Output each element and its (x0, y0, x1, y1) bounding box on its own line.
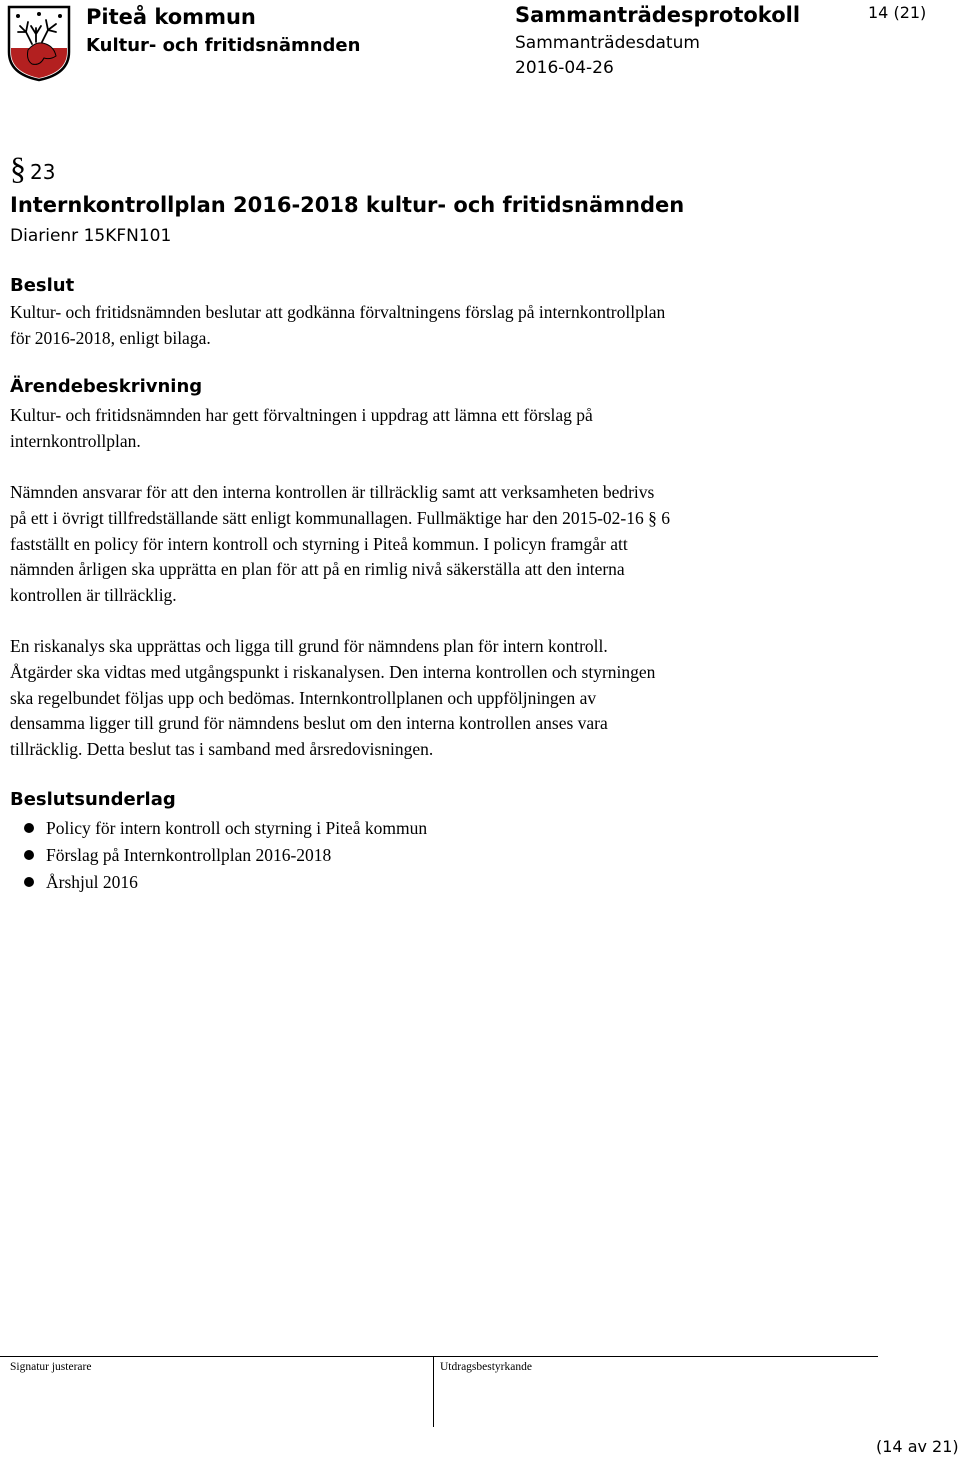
text-line: kontrollen är tillräcklig. (10, 585, 177, 606)
bullet-icon (24, 823, 34, 833)
list-item (24, 815, 427, 842)
text-line: En riskanalys ska upprättas och ligga till grund för nämndens plan för intern kontroll. (10, 636, 608, 656)
board-name: Kultur- och fritidsnämnden (86, 35, 361, 56)
paragraph-sign: § (10, 150, 26, 186)
meeting-date-label: Sammanträdesdatum (515, 33, 700, 53)
page-title: Internkontrollplan 2016-2018 kultur- och fritidsnämnden (10, 193, 685, 217)
list-item-text: Årshjul 2016 (46, 872, 138, 892)
extract-certification-label: Utdragsbestyrkande (440, 1361, 532, 1373)
list-item (24, 869, 427, 896)
text-line: ska regelbundet följas upp och bedömas. Internkontrollplanen och uppföljningen av (10, 687, 597, 708)
text-line: nämnden årligen ska upprätta en plan för att på en rimlig nivå säkerställa att den interna (10, 559, 625, 580)
decision-text (10, 300, 850, 352)
text-line: för 2016-2018, enligt bilaga. (10, 327, 211, 348)
diary-number: Diarienr 15KFN101 (10, 226, 172, 246)
text-line: på ett i övrigt tillfredställande sätt enligt kommunallagen. Fullmäktige har den 2015-02-16 § 6 (10, 507, 670, 528)
page-number: 14 (21) (868, 3, 927, 22)
footer-column-divider (433, 1357, 434, 1427)
coat-of-arms-logo (6, 4, 72, 82)
bullet-icon (24, 877, 34, 887)
text-line: Åtgärder ska vidtas med utgångspunkt i riskanalysen. Den interna kontrollen och styrningen (10, 661, 656, 682)
text-line: Kultur- och fritidsnämnden har gett förvaltningen i uppdrag att lämna ett förslag på (10, 405, 593, 425)
decision-basis-heading: Beslutsunderlag (10, 789, 176, 810)
footer-divider (0, 1356, 878, 1357)
text-line: densamma ligger till grund för nämndens beslut om den interna kontrollen anses vara (10, 713, 608, 734)
paragraph-number: 23 (30, 160, 56, 184)
list-item (24, 842, 427, 869)
document-type: Sammanträdesprotokoll (515, 3, 801, 27)
text-line: tillräcklig. Detta beslut tas i samband med årsredovisningen. (10, 739, 434, 760)
list-item-text: Policy för intern kontroll och styrning i Piteå kommun (46, 818, 428, 838)
meeting-date: 2016-04-26 (515, 58, 614, 78)
municipality-name: Piteå kommun (86, 5, 256, 29)
text-line: internkontrollplan. (10, 430, 141, 451)
list-item-text: Förslag på Internkontrollplan 2016-2018 (46, 845, 332, 865)
decision-basis-list (24, 815, 427, 896)
case-description-p1 (10, 403, 850, 455)
case-description-p3 (10, 634, 850, 763)
footer-page-number: (14 av 21) (876, 1437, 959, 1456)
text-line: Nämnden ansvarar för att den interna kontrollen är tillräcklig samt att verksamheten bedrivs (10, 482, 655, 502)
case-description-heading: Ärendebeskrivning (10, 376, 203, 397)
text-line: fastställt en policy för intern kontroll och styrning i Piteå kommun. I policyn framgår att (10, 533, 628, 554)
signature-label: Signatur justerare (10, 1361, 92, 1373)
case-description-p2 (10, 480, 850, 609)
bullet-icon (24, 850, 34, 860)
decision-heading: Beslut (10, 275, 75, 296)
text-line: Kultur- och fritidsnämnden beslutar att godkänna förvaltningens förslag på internkontrollplan (10, 302, 666, 322)
